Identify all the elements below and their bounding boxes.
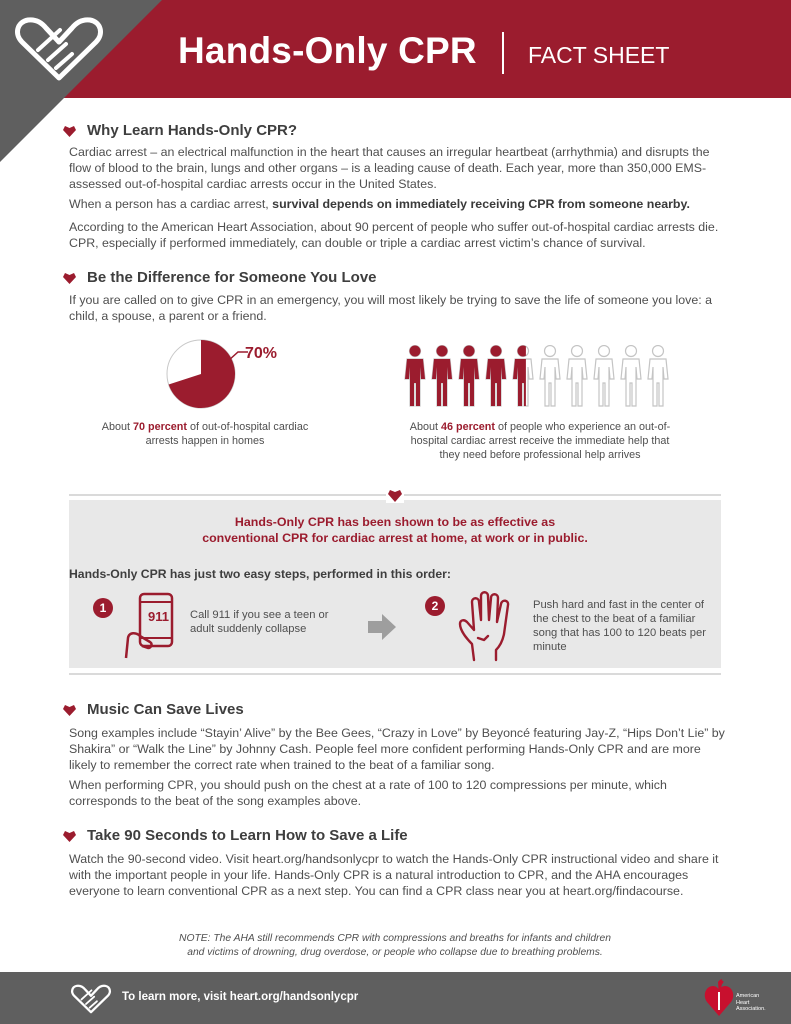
handshake-heart-icon [14, 16, 104, 82]
note-line: NOTE: The AHA still recommends CPR with compressions and breaths for infants and children [179, 933, 611, 944]
pie-chart-70-percent [165, 338, 237, 410]
phone-number-text: 911 [148, 609, 169, 624]
person-filled-icon [459, 346, 479, 407]
caption-text: of out-of-hospital cardiac arrests happen in homes [145, 421, 309, 447]
note [69, 932, 721, 960]
heart-icon [386, 488, 404, 503]
paragraph [69, 196, 729, 212]
heading-text: Music Can Save Lives [87, 701, 244, 718]
heart-icon [62, 704, 77, 716]
hand-icon [456, 590, 518, 662]
page-title: Hands-Only CPR [178, 30, 477, 71]
step-1-text: Call 911 if you see a teen or adult suddenly collapse [190, 609, 329, 635]
heading-text: Why Learn Hands-Only CPR? [87, 122, 298, 139]
aha-heart-torch-logo [704, 978, 734, 1018]
page-subtitle: FACT SHEET [528, 42, 670, 68]
section-heading-music [62, 701, 244, 718]
arrow-right-icon [368, 614, 396, 640]
caption-text: About [101, 421, 133, 433]
paragraph: Cardiac arrest – an electrical malfunction in the heart that causes an irregular heartbeat (arrhythmia) and disrupts the flow of blood to the brain, lungs and other organs – is a leading cause of death. Each year, more than 350,000 EMS-assessed out-of-hospital cardiac arrests occur in the United States. [69, 145, 710, 191]
message-line: conventional CPR for cardiac arrest at home, at work or in public. [202, 531, 588, 545]
paragraph: If you are called on to give CPR in an emergency, you will most likely be trying to save the life of someone you love: a child, a spouse, a parent or a friend. [69, 293, 713, 323]
footer-link-text[interactable]: To learn more, visit heart.org/handsonlycpr [122, 991, 359, 1003]
pie-percent-label: 70% [245, 345, 278, 362]
heading-text: Be the Difference for Someone You Love [87, 269, 377, 286]
person-filled-icon [405, 346, 425, 407]
aha-line: Association. [736, 1006, 766, 1012]
step-1-badge: 1 [93, 598, 113, 618]
section-heading-difference [62, 269, 377, 286]
paragraph: When performing CPR, you should push on the chest at a rate of 100 to 120 compressions per minute, which corresponds to the beat of the song examples above. [69, 778, 667, 808]
caption-highlight: 46 percent [440, 421, 495, 433]
caption-text: of people who experience an out-of-hospital cardiac arrest receive the immediate help that they need before professional help arrives [410, 421, 671, 461]
aha-line: Heart [736, 999, 750, 1006]
header-divider [502, 32, 504, 74]
people-pictogram [404, 345, 674, 407]
section-heading-learn [62, 827, 408, 844]
caption-highlight: 70 percent [132, 421, 187, 433]
paragraph: According to the American Heart Association, about 90 percent of people who suffer out-of-hospital cardiac arrests die. CPR, especially if performed immediately, can double or triple a cardiac arrest victim’s chance of survival. [69, 220, 719, 250]
phone-icon [122, 592, 178, 660]
stat-caption-homes [100, 420, 310, 448]
divider-bottom [69, 673, 721, 675]
heart-icon [62, 125, 77, 137]
person-outline-icon [594, 346, 614, 407]
message-line: Hands-Only CPR has been shown to be as effective as [234, 515, 556, 529]
heart-icon [62, 272, 77, 284]
person-filled-icon [486, 346, 506, 407]
person-outline-icon [540, 346, 560, 407]
person-filled-icon [432, 346, 452, 407]
steps-title: Hands-Only CPR has just two easy steps, performed in this order: [69, 567, 451, 581]
step-2-badge: 2 [425, 596, 445, 616]
footer-bar [0, 972, 791, 1024]
paragraph-text: When a person has a cardiac arrest, [69, 197, 273, 211]
person-outline-icon [567, 346, 587, 407]
aha-logo-text [736, 993, 776, 1013]
heart-icon [62, 830, 77, 842]
note-line: and victims of drowning, drug overdose, or people who collapse due to breathing problems. [187, 947, 603, 958]
aha-line: American [736, 993, 760, 999]
caption-text: About [409, 421, 441, 433]
handshake-heart-icon [68, 984, 114, 1014]
paragraph: Watch the 90-second video. Visit heart.org/handsonlycpr to watch the Hands-Only CPR instructional video and share it with the important people in your life. Hands-Only CPR is a natural introduction to CPR, and the AHA encourages everyone to learn conventional CPR as a next step. You can find a CPR class near you at heart.org/findacourse. [69, 852, 719, 898]
person-outline-icon [648, 346, 668, 407]
section-heading-why [62, 122, 297, 139]
paragraph-bold: survival depends on immediately receiving CPR from someone nearby. [272, 197, 690, 211]
person-outline-icon [621, 346, 641, 407]
effectiveness-message [69, 514, 721, 546]
paragraph: Song examples include “Stayin’ Alive” by the Bee Gees, “Crazy in Love” by Beyoncé featuring Jay-Z, “Hips Don’t Lie” by Shakira” or “Walk the Line” by Johnny Cash. People feel more confident performing Hands-Only CPR and are more likely to remember the correct rate when trained to the beat of a familiar song. [69, 726, 725, 772]
heading-text: Take 90 Seconds to Learn How to Save a Life [87, 827, 408, 844]
step-2-text: Push hard and fast in the center of the chest to the beat of a familiar song that has 100 to 120 beats per minute [533, 599, 706, 653]
stat-caption-help [400, 420, 680, 462]
